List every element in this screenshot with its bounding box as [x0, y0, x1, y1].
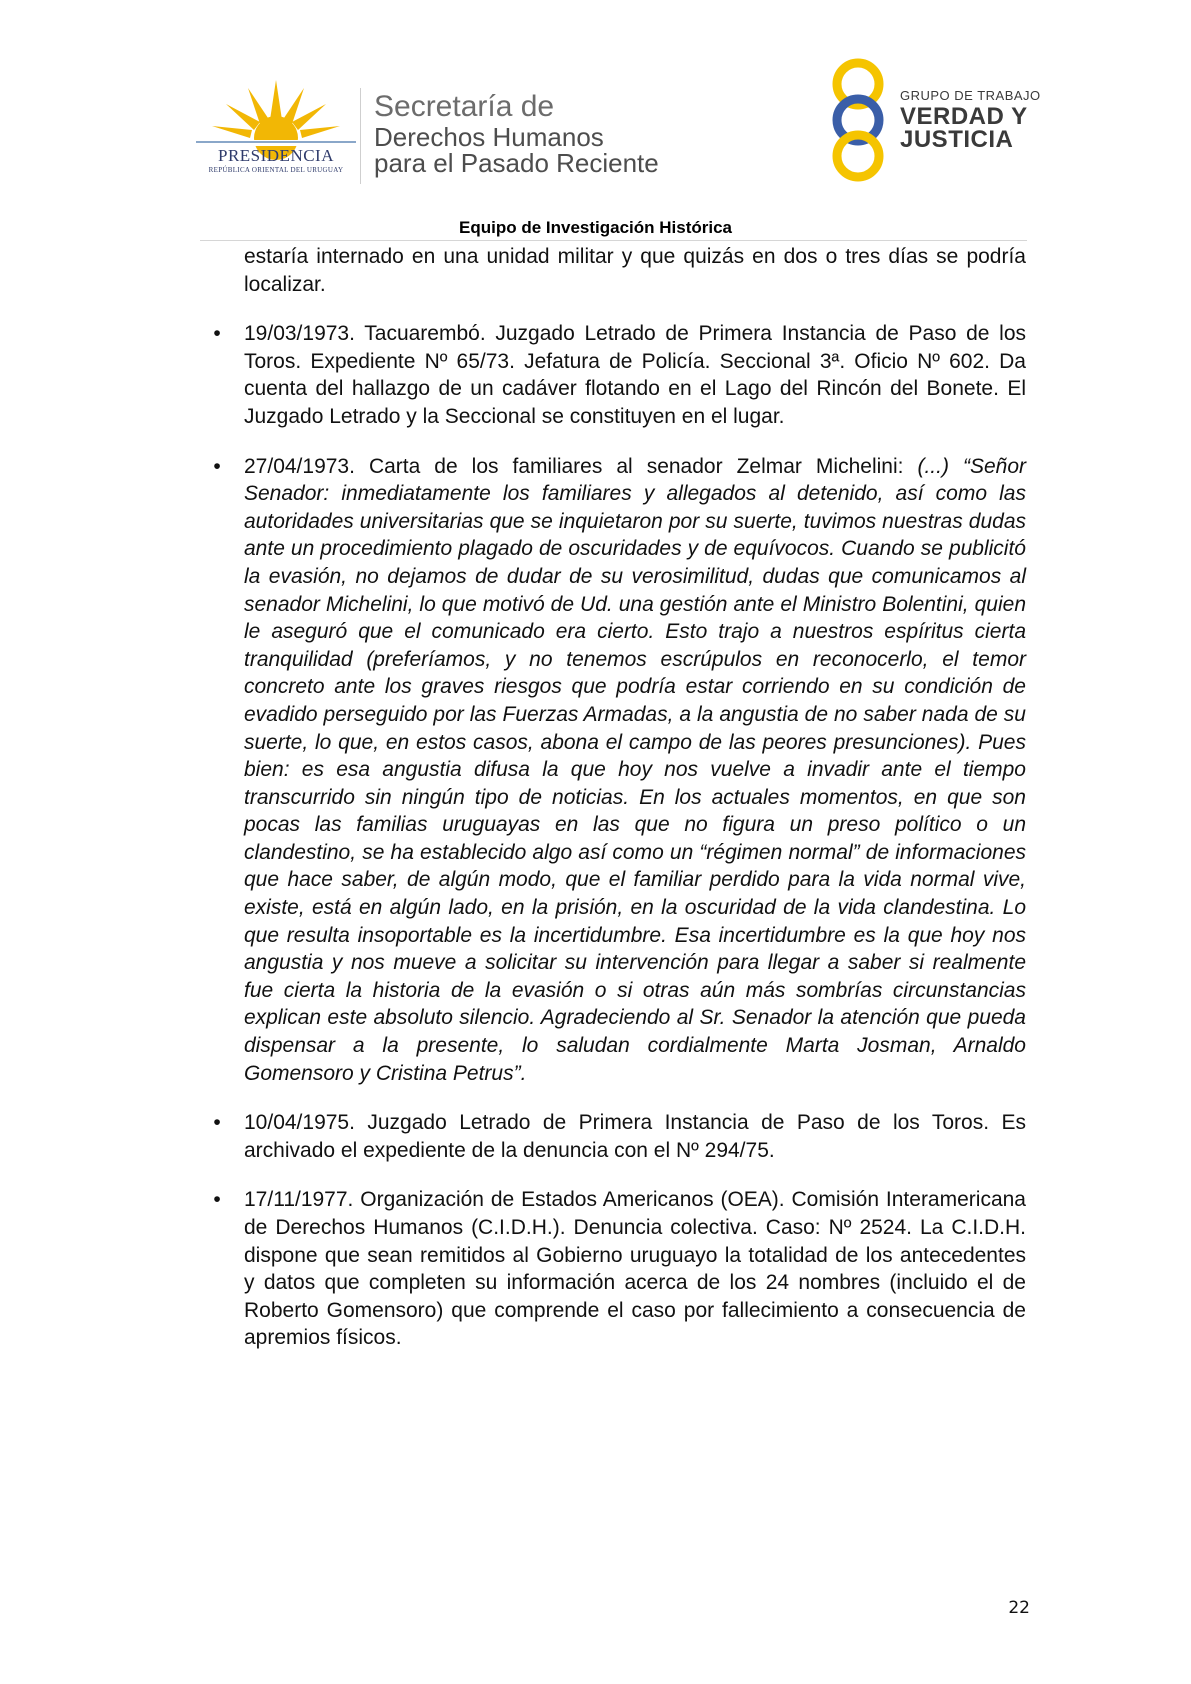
page-header [0, 0, 1191, 250]
logo-divider [360, 88, 361, 184]
bullet-icon: • [213, 1111, 221, 1135]
list-item-text [244, 453, 1026, 1088]
secretaria-line-2: Derechos Humanos [374, 122, 604, 152]
grupo-trabajo-label: GRUPO DE TRABAJO [900, 88, 1041, 103]
header-rule [200, 240, 1027, 241]
presidencia-sublabel: REPÚBLICA ORIENTAL DEL URUGUAY [208, 166, 344, 174]
verdad-label: VERDAD Y [900, 103, 1028, 130]
bullet-icon: • [213, 454, 221, 478]
bullet-icon: • [213, 1188, 221, 1212]
verdad-justicia-rings-logo [822, 58, 894, 182]
letter-quote: (...) “Señor Senador: inmediatamente los familiares y allegados al detenido, así como las autoridades universitarias que se inquietaron por su suerte, tuvimos nuestras dudas ante un procedimiento plagado de oscuridades y de equívocos. Cuando se publicitó la evasión, no dejamos de dudar de su verosimilitud, dudas que comunicamos al senador Michelini, lo que motivó de Ud. una gestión ante el Ministro Bolentini, quien le aseguró que el comunicado era cierto. Esto trajo a nuestros espíritus cierta tranquilidad (preferíamos, y no tenemos escrúpulos en reconocerlo, el temor concreto ante los graves riesgos que podría estar corriendo en su condición de evadido perseguido por las Fuerzas Armadas, a la angustia de no saber nada de su suerte, lo que, en estos casos, abona el campo de las peores presunciones). Pues bien: es esa angustia difusa la que hoy nos vuelve a invadir ante el tiempo transcurrido sin ningún tipo de noticias. En los actuales momentos, en que son pocas las familias uruguayas en las que no figura un preso político o un clandestino, se ha establecido algo así como un “régimen normal” de informaciones que hace saber, de algún modo, que el familiar perdido para la vida normal vive, existe, está en algún lado, en la prisión, en la oscuridad de la vida clandestina. Lo que resulta insoportable es la incertidumbre. Esa incertidumbre es la que hoy nos angustia y nos mueve a solicitar su intervención para llegar a saber si realmente fue cierta la historia de la evasión o si otras aún más sombrías circunstancias explican este absoluto silencio. Agradeciendo al Sr. Senador la atención que pueda dispensar a la presente, lo saludan cordialmente Marta Josman, Arnaldo Gomensoro y Cristina Petrus”. [244, 454, 1026, 1085]
list-item [213, 320, 1026, 430]
list-item-text: 19/03/1973. Tacuarembó. Juzgado Letrado de Primera Instancia de Paso de los Toros. Expediente Nº 65/73. Jefatura de Policía. Seccional 3ª. Oficio Nº 602. Da cuenta del hallazgo de un cadáver flotando en el Lago del Rincón del Bonete. El Juzgado Letrado y la Seccional se constituyen en el lugar. [244, 322, 1026, 428]
team-title: Equipo de Investigación Histórica [459, 218, 732, 237]
intro-paragraph: estaría internado en una unidad militar y que quizás en dos o tres días se podría localizar. [244, 245, 1026, 296]
page-number: 22 [1008, 1598, 1030, 1618]
secretaria-line-3: para el Pasado Reciente [374, 148, 659, 178]
document-body [213, 243, 1026, 1352]
list-item-text: 17/11/1977. Organización de Estados Americanos (OEA). Comisión Interamericana de Derechos Humanos (C.I.D.H.). Denuncia colectiva. Caso: Nº 2524. La C.I.D.H. dispone que sean remitidos al Gobierno uruguayo la totalidad de los antecedentes y datos que completen su información acerca de los 24 nombres (incluido el de Roberto Gomensoro) que comprende el caso por fallecimiento a consecuencia de apremios físicos. [244, 1188, 1026, 1350]
presidencia-label: PRESIDENCIA [217, 146, 334, 165]
secretaria-line-1: Secretaría de [374, 90, 555, 123]
list-item [213, 1109, 1026, 1164]
bullet-icon: • [213, 322, 221, 346]
list-item [213, 1186, 1026, 1352]
letter-intro: 27/04/1973. Carta de los familiares al senador Zelmar Michelini: [244, 454, 918, 478]
list-item-text: 10/04/1975. Juzgado Letrado de Primera Instancia de Paso de los Toros. Es archivado el expediente de la denuncia con el Nº 294/75. [244, 1111, 1026, 1162]
list-item [213, 453, 1026, 1088]
justicia-label: JUSTICIA [900, 126, 1014, 153]
